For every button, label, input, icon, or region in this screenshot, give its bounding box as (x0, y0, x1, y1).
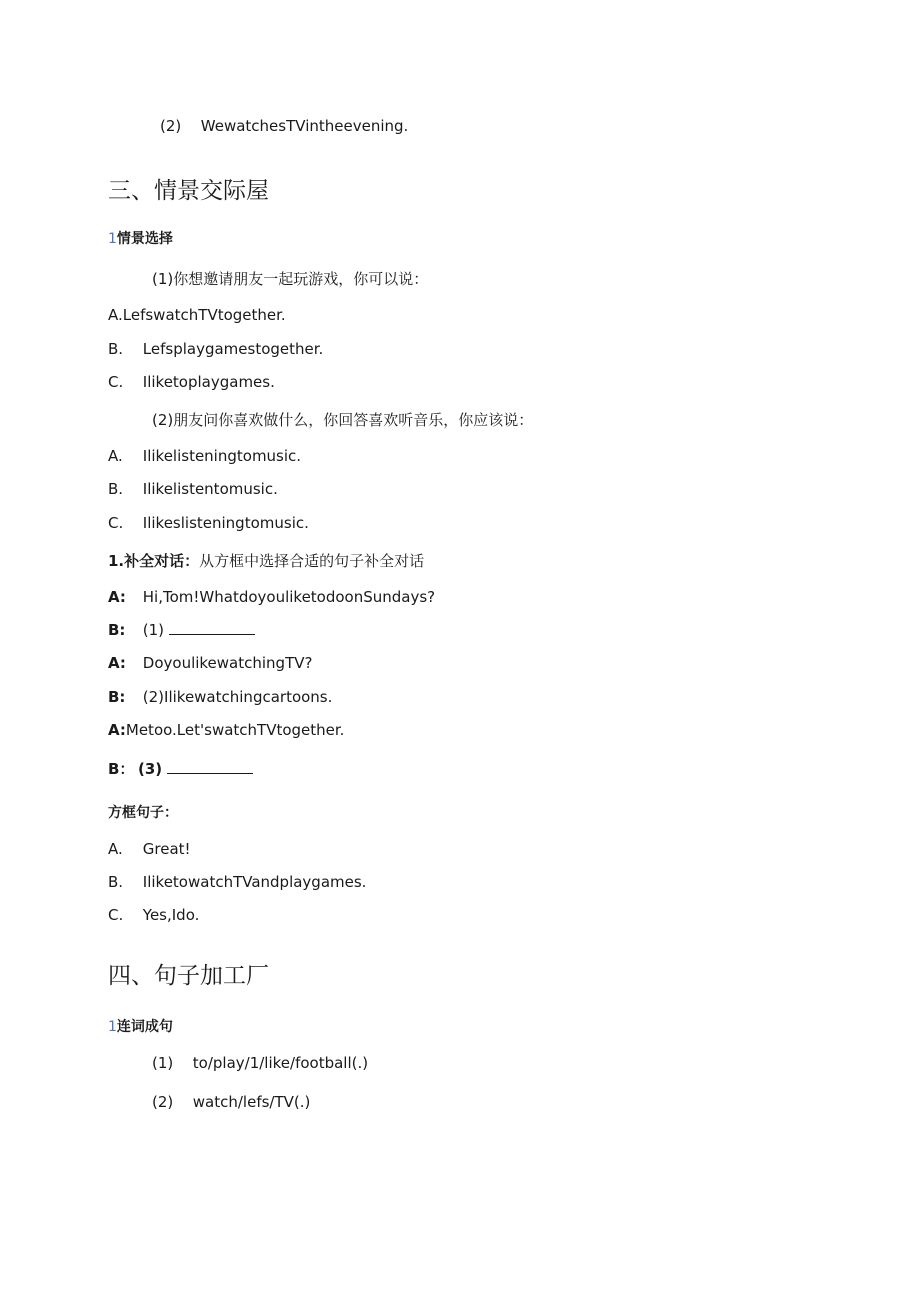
option-label: C. (108, 906, 124, 924)
dialogue-line (108, 587, 435, 607)
option-label: B. (108, 340, 124, 358)
box-sentences-title: 方框句子： (108, 805, 178, 821)
option-label: A. (108, 840, 123, 858)
dialogue-text: (2)Ilikewatchingcartoons. (142, 688, 333, 706)
item-text: to/play/1/like/football(.) (192, 1054, 369, 1072)
dialogue-line (108, 687, 332, 707)
option-item (108, 872, 366, 892)
part-title-bold: 1.补全对话： (108, 552, 200, 570)
part-title-instruction: 从方框中选择合适的句子补全对话 (199, 552, 425, 570)
option-text: Ilikelistentomusic. (142, 480, 278, 498)
question-prompt: (1)你想邀请朋友一起玩游戏，你可以说： (152, 270, 429, 288)
answer-blank[interactable] (167, 759, 253, 774)
option-item (108, 513, 309, 533)
option-item (108, 905, 199, 925)
exercise-item (152, 1053, 368, 1073)
speaker-label: A: (108, 721, 126, 739)
option-text: Ilikelisteningtomusic. (142, 447, 302, 465)
option-text: Iliketoplaygames. (142, 373, 275, 391)
part-title: 连词成句 (116, 1019, 173, 1035)
exercise-item (160, 116, 408, 136)
dialogue-text: Metoo.Let'swatchTVtogether. (125, 721, 345, 739)
option-text: IliketowatchTVandplaygames. (142, 873, 367, 891)
dialogue-text: DoyoulikewatchingTV? (142, 654, 313, 672)
item-text: WewatchesTVintheevening. (200, 117, 409, 135)
part-number: 1 (108, 231, 117, 247)
exercise-item (152, 1092, 310, 1112)
speaker-label: A: (108, 588, 126, 606)
option-text: Great! (142, 840, 191, 858)
part-heading-word-order (108, 1017, 173, 1037)
item-text: watch/lefs/TV(.) (192, 1093, 311, 1111)
option-text: Lefsplaygamestogether. (142, 340, 324, 358)
option-item (108, 479, 278, 499)
part-title: 情景选择 (116, 231, 173, 247)
dialogue-line (108, 759, 253, 779)
option-label: B. (108, 480, 124, 498)
option-label: A. (108, 447, 123, 465)
item-number: (2) (152, 1093, 174, 1111)
speaker-label: B： (108, 760, 135, 778)
option-item (108, 839, 191, 859)
speaker-label: B: (108, 688, 126, 706)
option-label: A. (108, 306, 123, 324)
section-heading-4: 四、句子加工厂 (108, 963, 269, 989)
part-heading-situational (108, 229, 173, 249)
speaker-label: B: (108, 621, 126, 639)
option-item (108, 372, 275, 392)
part-number: 1 (108, 1019, 117, 1035)
dialogue-line (108, 620, 255, 640)
option-label: C. (108, 514, 124, 532)
question-prompt: (2)朋友问你喜欢做什么，你回答喜欢听音乐，你应该说： (152, 411, 534, 429)
option-label: C. (108, 373, 124, 391)
option-item (108, 305, 286, 325)
speaker-label: A: (108, 654, 126, 672)
dialogue-text: (3) (138, 760, 163, 778)
part-heading-dialogue (108, 551, 424, 571)
option-label: B. (108, 873, 124, 891)
item-number: (2) (160, 117, 182, 135)
dialogue-line (108, 653, 312, 673)
option-text: Yes,Ido. (142, 906, 200, 924)
section-heading-3: 三、情景交际屋 (108, 178, 269, 204)
option-text: LefswatchTVtogether. (122, 306, 286, 324)
option-text: Ilikeslisteningtomusic. (142, 514, 309, 532)
item-number: (1) (152, 1054, 174, 1072)
option-item (108, 339, 323, 359)
dialogue-line (108, 720, 344, 740)
dialogue-text: Hi,Tom!WhatdoyouliketodoonSundays? (142, 588, 436, 606)
answer-blank[interactable] (169, 620, 255, 635)
dialogue-text: (1) (142, 621, 165, 639)
option-item (108, 446, 301, 466)
